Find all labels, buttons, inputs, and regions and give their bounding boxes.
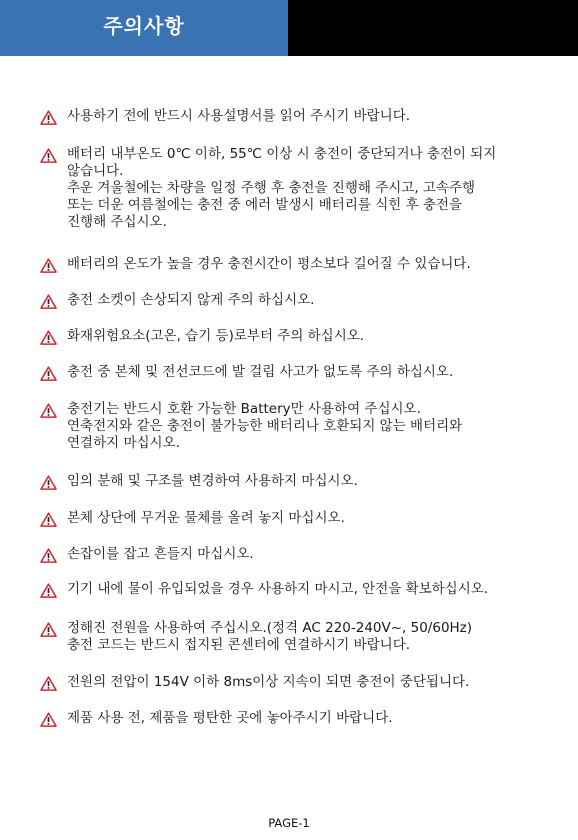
caution-text: [67, 292, 550, 309]
caution-item: [40, 146, 550, 231]
warning-icon: [40, 366, 57, 381]
caution-line: 충전 소켓이 손상되지 않게 주의 하십시오.: [67, 292, 315, 308]
caution-text: [67, 581, 550, 598]
caution-item: [40, 510, 550, 527]
caution-item: [40, 710, 550, 727]
caution-item: [40, 581, 550, 598]
caution-item: [40, 256, 550, 273]
caution-item: [40, 620, 550, 654]
caution-text: [67, 108, 550, 125]
caution-text: [67, 256, 550, 273]
warning-icon: [40, 548, 57, 563]
caution-text: [67, 510, 550, 527]
caution-item: [40, 108, 550, 125]
warning-icon: [40, 258, 57, 273]
caution-item: [40, 364, 550, 381]
caution-text: [67, 710, 550, 727]
caution-line: 연축전지와 같은 충전이 불가능한 배터리나 호환되지 않는 배터리와: [67, 418, 463, 434]
caution-line: 연결하지 마십시오.: [67, 435, 180, 451]
caution-text: [67, 364, 550, 381]
caution-line: 기기 내에 물이 유입되었을 경우 사용하지 마시고, 안전을 확보하십시오.: [67, 581, 489, 597]
caution-text: [67, 146, 550, 231]
caution-line: 충전 중 본체 및 전선코드에 발 걸림 사고가 없도록 주의 하십시오.: [67, 364, 454, 380]
caution-line: 사용하기 전에 반드시 사용설명서를 읽어 주시기 바랍니다.: [67, 108, 411, 124]
caution-line: 충전 코드는 반드시 접지된 콘센터에 연결하시기 바랍니다.: [67, 637, 411, 653]
caution-item: [40, 401, 550, 452]
caution-line: 정해진 전원을 사용하여 주십시오.(정격 AC 220-240V~, 50/60Hz): [67, 620, 473, 636]
caution-text: [67, 620, 550, 654]
header-black-band: [288, 0, 578, 56]
caution-item: [40, 328, 550, 345]
caution-line: 추운 겨울철에는 차량을 일정 주행 후 충전을 진행해 주시고, 고속주행: [67, 180, 476, 196]
warning-icon: [40, 110, 57, 125]
page-header: [0, 0, 578, 56]
caution-line: 않습니다.: [67, 163, 124, 179]
warning-icon: [40, 403, 57, 418]
warning-icon: [40, 475, 57, 490]
warning-icon: [40, 294, 57, 309]
caution-item: [40, 292, 550, 309]
page-title: 주의사항: [103, 14, 185, 38]
caution-line: 화재위험요소(고온, 습기 등)로부터 주의 하십시오.: [67, 328, 365, 344]
warning-icon: [40, 676, 57, 691]
caution-line: 또는 더운 여름철에는 충전 중 에러 발생시 배터리를 식힌 후 충전을: [67, 197, 463, 213]
warning-icon: [40, 148, 57, 163]
warning-icon: [40, 330, 57, 345]
caution-line: 임의 분해 및 구조를 변경하여 사용하지 마십시오.: [67, 473, 358, 489]
caution-line: 배터리 내부온도 0℃ 이하, 55℃ 이상 시 충전이 중단되거나 충전이 되지: [67, 146, 497, 162]
warning-icon: [40, 583, 57, 598]
warning-icon: [40, 512, 57, 527]
caution-line: 손잡이를 잡고 흔들지 마십시오.: [67, 546, 254, 562]
caution-line: 전원의 전압이 154V 이하 8ms이상 지속이 되면 충전이 중단됩니다.: [67, 674, 470, 690]
caution-item: [40, 674, 550, 691]
caution-line: 진행해 주십시오.: [67, 214, 167, 230]
caution-text: [67, 473, 550, 490]
caution-text: [67, 328, 550, 345]
caution-line: 배터리의 온도가 높을 경우 충전시간이 평소보다 길어질 수 있습니다.: [67, 256, 471, 272]
warning-icon: [40, 712, 57, 727]
caution-item: [40, 473, 550, 490]
page-number: PAGE-1: [268, 816, 310, 830]
caution-text: [67, 546, 550, 563]
caution-text: [67, 674, 550, 691]
caution-line: 본체 상단에 무거운 물체를 올려 놓지 마십시오.: [67, 510, 345, 526]
caution-line: 충전기는 반드시 호환 가능한 Battery만 사용하여 주십시오.: [67, 401, 421, 417]
caution-line: 제품 사용 전, 제품을 평탄한 곳에 놓아주시기 바랍니다.: [67, 710, 393, 726]
caution-item: [40, 546, 550, 563]
warning-icon: [40, 622, 57, 637]
caution-text: [67, 401, 550, 452]
